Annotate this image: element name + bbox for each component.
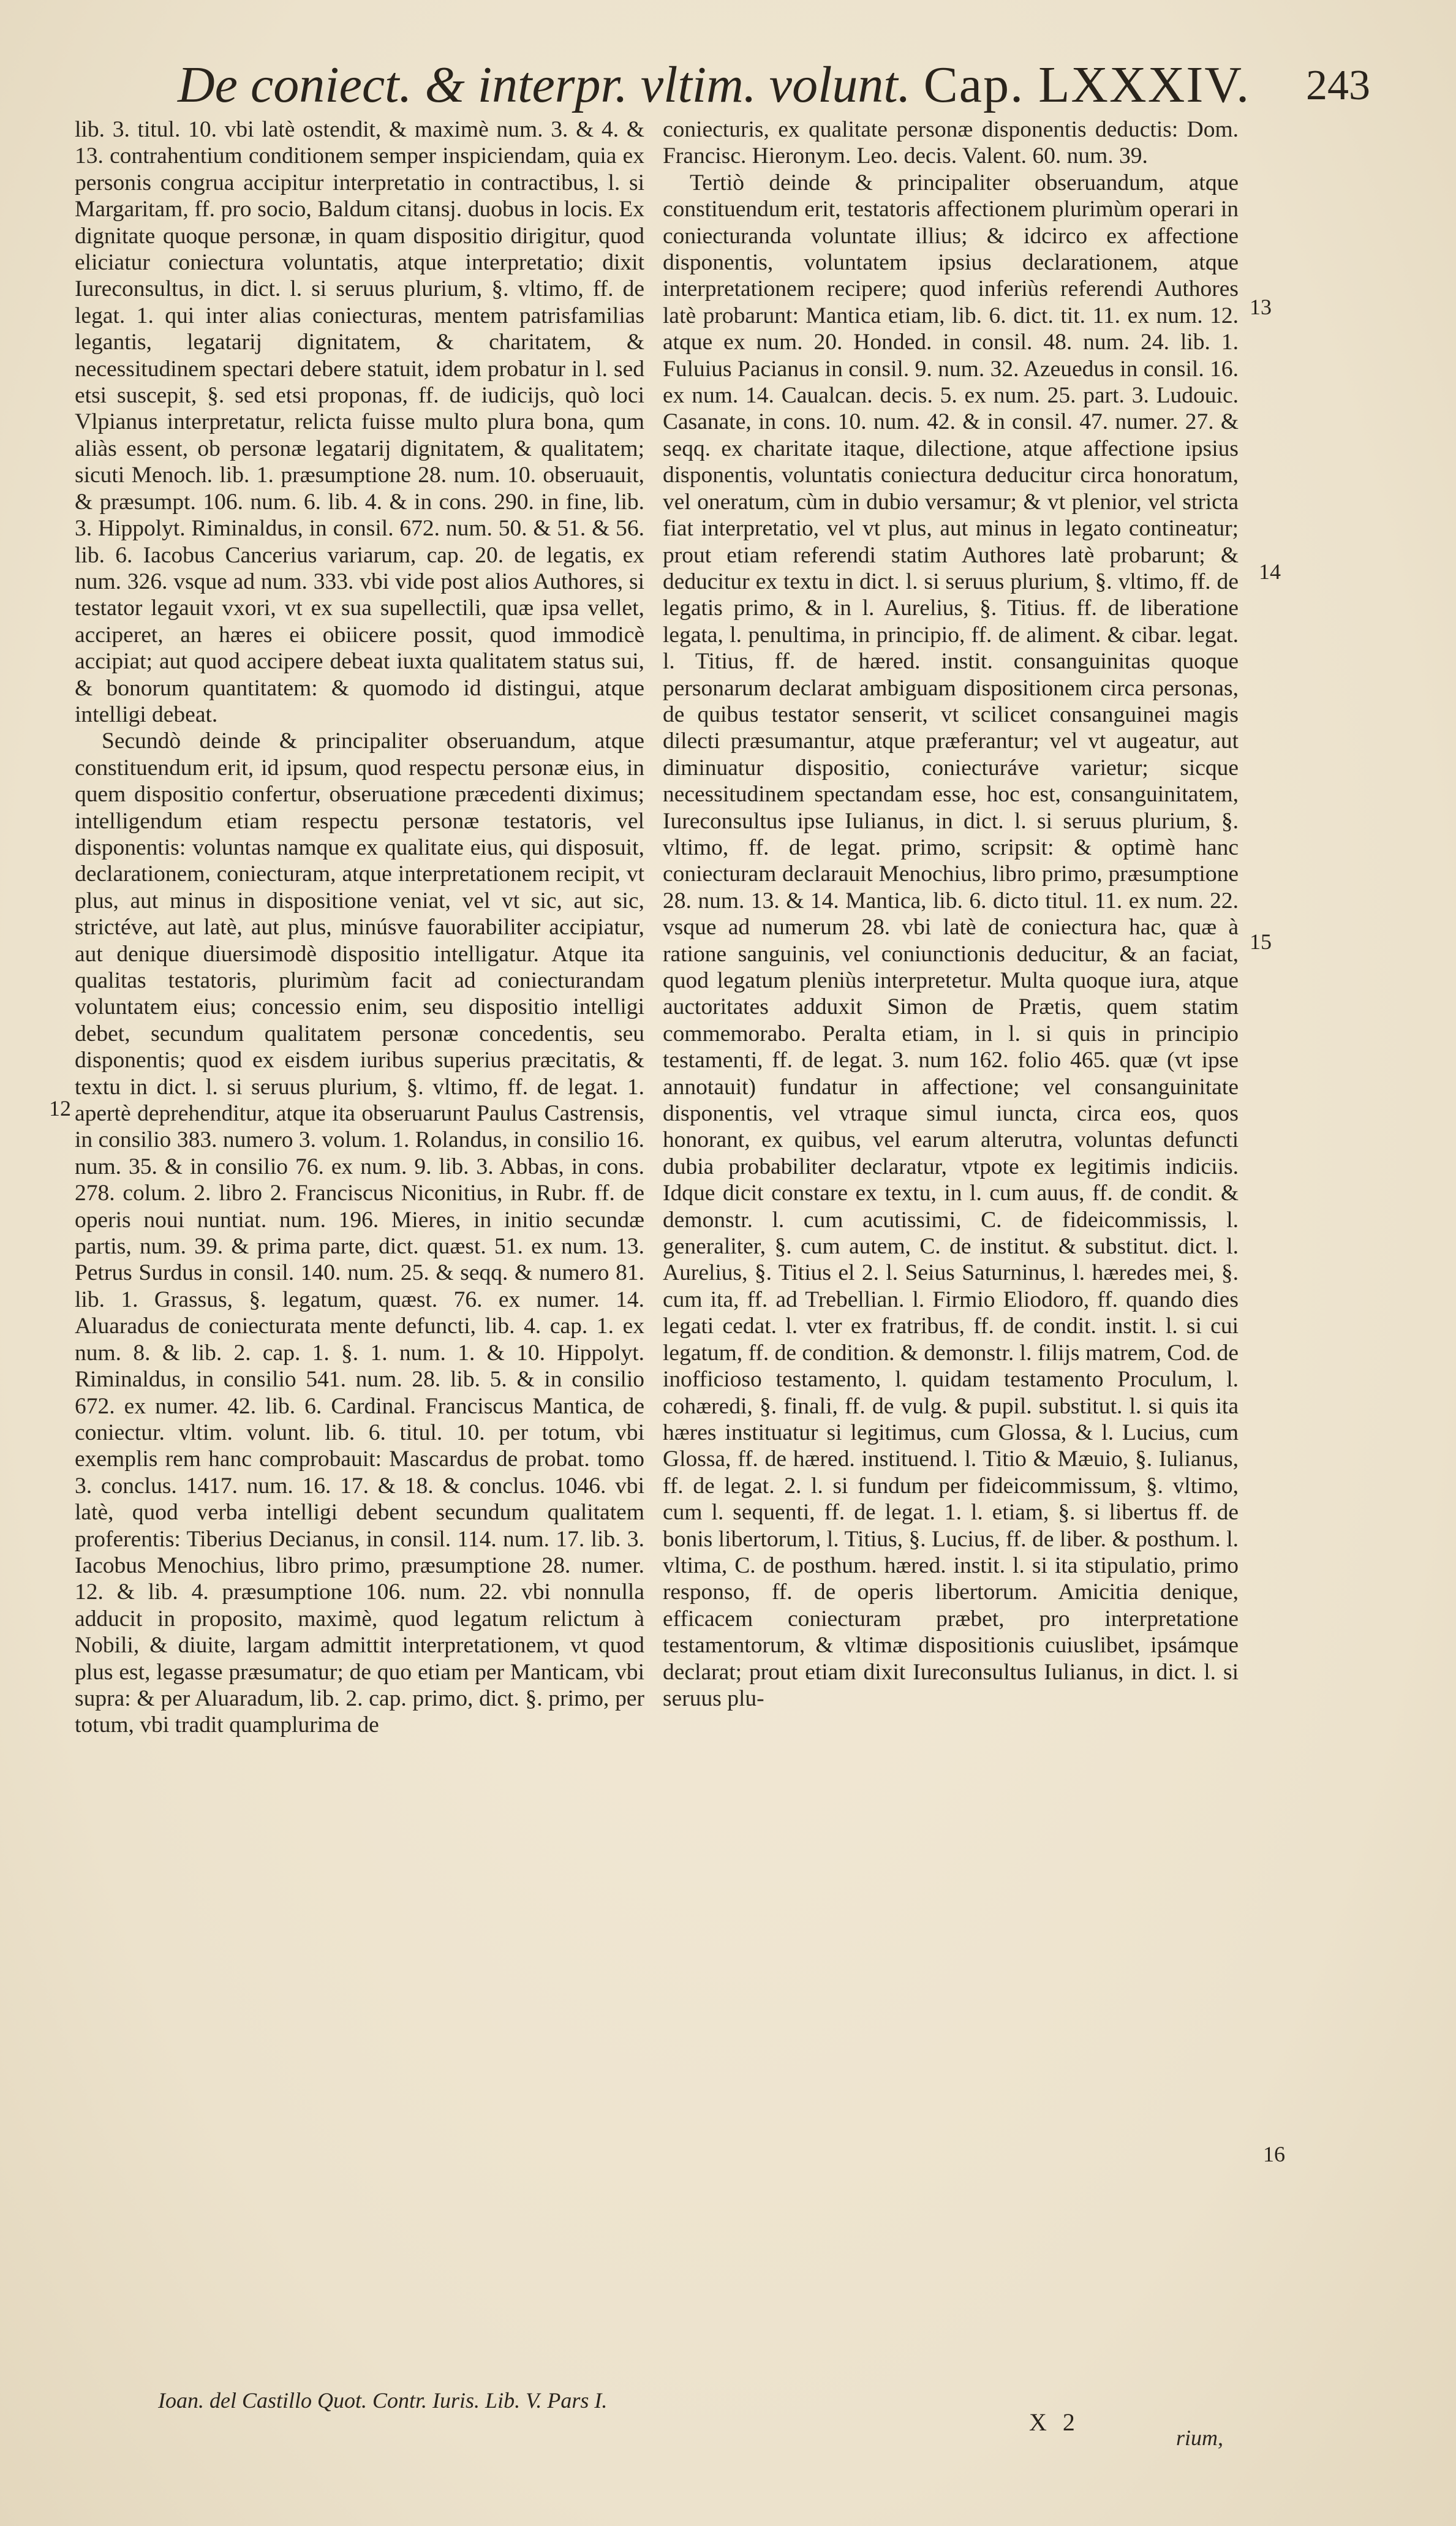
right-paragraph: coniecturis, ex qualitate personæ disponentis deductis: Dom. Francisc. Hieronym. Leo. decis. Valent. 60. num. 39.	[663, 117, 1239, 169]
signature-mark: X 2	[1029, 2408, 1080, 2436]
right-paragraph: Tertiò deinde & principaliter obseruandum, atque constituendum erit, testatoris affectionem plurimùm operari in coniecturanda voluntate illius; & idcirco ex affectione disponentis, voluntatem ipsius declarationem, atque interpretationem recipere; quod inferiùs referendi Authores latè probarunt: Mantica etiam, lib. 6. dict. tit. 11. ex num. 12. atque ex num. 20. Honded. in consil. 48. num. 24. lib. 1. Fuluius Pacianus in consil. 9. num. 32. Azeuedus in consil. 16. ex num. 14. Caualcan. decis. 5. ex num. 25. part. 3. Ludouic. Casanate, in cons. 10. num. 42. & in consil. 47. numer. 27. & seqq. ex charitate itaque, dilectione, atque affectione ipsius disponentis, voluntatis coniectura deducitur circa honoratum, vel oneratum, cùm in dubio versamur; & vt plenior, vel stricta fiat interpretatio, vel vt plus, aut minus in legato contineatur; prout etiam referendi statim Authores latè probarunt; & deducitur ex textu in dict. l. si seruus plurium, §. vltimo, ff. de legatis primo, & in l. Aurelius, §. Titius. ff. de liberatione legata, l. penultima, in principio, ff. de aliment. & cibar. legat. l. Titius, ff. de hæred. instit. consanguinitas quoque personarum declarat ambiguam dispositionem circa personas, de quibus testator senserit, vt scilicet consanguinei magis dilecti præsumantur, atque præferantur; vel vt augeatur, aut diminuatur dispositio, coniecturáve varietur; sicque necessitudinem spectandam esse, hoc est, consanguinitatem, Iureconsultus ipse Iulianus, in dict. l. si seruus plurium, §. vltimo, ff. de legat. primo, scripsit: & optimè hanc coniecturam declarauit Menochius, libro primo, præsumptione 28. num. 13. & 14. Mantica, lib. 6. dicto titul. 11. ex num. 22. vsque ad numerum 28. vbi latè de coniectura hac, quæ à ratione sanguinis, vel coniunctionis deducitur, & an faciat, quod legatum pleniùs interpretetur. Multa quoque iura, atque auctoritates adduxit Simon de Prætis, quem statim commemorabo. Peralta etiam, in l. si quis in principio testamenti, ff. de legat. 3. num 162. folio 465. quæ (vt ipse annotauit) fundatur in affectione; vel consanguinitate disponentis, vel vtraque simul iuncta, circa eos, quos honorant, ex quibus, vel earum alterutra, voluntas defuncti dubia probabiliter declaratur, vtpote ex legitimis indiciis. Idque dicit constare ex textu, in l. cum auus, ff. de condit. & demonstr. l. cum acutissimi, C. de fideicommissis, l. generaliter, §. cum autem, C. de institut. & substitut. dict. l. Aurelius, §. Titius el 2. l. Seius Saturninus, l. hæredes mei, §. cum ita, ff. ad Trebellian. l. Firmio Eliodoro, ff. quando dies legati cedat. l. vter ex fratribus, ff. de condit. instit. l. si cui legatum, ff. de condition. & demonstr. l. filijs matrem, Cod. de inofficioso testamento, l. quidam testamento Proculum, l. cohæredi, §. finali, ff. de vulg. & pupil. substitut. l. si quis ita hæres instituatur si legitimus, cum Glossa, & l. Lucius, cum Glossa, ff. de hæred. instituend. l. Titio & Mæuio, §. Iulianus, ff. de legat. 2. l. si fundum per fideicommissum, §. vltimo, cum l. sequenti, ff. de legat. 1. l. etiam, §. si libertus ff. de bonis libertorum, l. Titius, §. Lucius, ff. de liber. & posthum. l. vltima, C. de posthum. hæred. instit. l. si ita stipulatio, primo responso, ff. de operis libertorum. Amicitia denique, efficacem coniecturam præbet, pro interpretatione testamentorum, & vltimæ dispositionis cuiuslibet, ipsámque declarat; prout etiam dixit Iureconsultus Iulianus, in dict. l. si seruus plu-	[663, 170, 1239, 1711]
margin-number: 13	[1250, 295, 1272, 319]
left-column	[75, 116, 644, 1739]
footer-author-line: Ioan. del Castillo Quot. Contr. Iuris. Lib. V. Pars I.	[158, 2388, 608, 2413]
margin-number: 15	[1250, 929, 1272, 954]
catchword: rium,	[1176, 2426, 1224, 2450]
margin-number: 12	[49, 1096, 71, 1121]
running-head-chapter: Cap. LXXXIV.	[923, 56, 1251, 113]
page-number: 243	[1306, 62, 1370, 109]
margin-number: 16	[1263, 2142, 1285, 2166]
running-head	[178, 55, 1354, 116]
running-head-title: De coniect. & interpr. vltim. volunt.	[178, 56, 911, 113]
right-column	[663, 116, 1239, 1712]
margin-number: 14	[1259, 559, 1281, 584]
left-paragraph: Secundò deinde & principaliter obseruandum, atque constituendum erit, id ipsum, quod respectu personæ eius, in quem dispositio confertur, obseruatione præcedenti diximus; intelligendum etiam respectu personæ testatoris, vel disponentis: voluntas namque ex qualitate eius, qui disposuit, declarationem, coniecturam, atque interpretationem recipit, vt plus, aut minus in dispositione veniat, vel vt sic, aut sic, strictéve, aut latè, aut plus, minúsve fauorabiliter accipiatur, aut denique diuersimodè dispositio intelligatur. Atque ita qualitas testatoris, plurimùm facit ad coniecturandam voluntatem eius; concessio enim, seu dispositio intelligi debet, secundum qualitatem personæ concedentis, seu disponentis; quod ex eisdem iuribus superius præcitatis, & textu in dict. l. si seruus plurium, §. vltimo, ff. de legat. 1. apertè deprehenditur, atque ita obseruarunt Paulus Castrensis, in consilio 383. numero 3. volum. 1. Rolandus, in consilio 16. num. 35. & in consilio 76. ex num. 9. lib. 3. Abbas, in cons. 278. colum. 2. libro 2. Franciscus Niconitius, in Rubr. ff. de operis noui nuntiat. num. 196. Mieres, in initio secundæ partis, num. 39. & prima parte, dict. quæst. 51. ex num. 13. Petrus Surdus in consil. 140. num. 25. & seqq. & numero 81. lib. 1. Grassus, §. legatum, quæst. 76. ex numer. 14. Aluaradus de coniecturata mente defuncti, lib. 4. cap. 1. ex num. 8. & lib. 2. cap. 1. §. 1. num. 1. & 10. Hippolyt. Riminaldus, in consilio 541. num. 28. lib. 5. & in consilio 672. ex numer. 42. lib. 6. Cardinal. Franciscus Mantica, de coniectur. vltim. volunt. lib. 6. titul. 10. per totum, vbi exemplis rem hanc comprobauit: Mascardus de probat. tomo 3. conclus. 1417. num. 16. 17. & 18. & conclus. 1046. vbi latè, quod verba intelligi debent secundum qualitatem proferentis: Tiberius Decianus, in consil. 114. num. 17. lib. 3. Iacobus Menochius, libro primo, præsumptione 28. numer. 12. & lib. 4. præsumptione 106. num. 22. vbi nonnulla adducit in proposito, maximè, quod legatum relictum à Nobili, & diuite, largam admittit interpretationem, vt quod plus est, legasse præsumatur; de quo etiam per Manticam, vbi supra: & per Aluaradum, lib. 2. cap. primo, dict. §. primo, per totum, vbi tradit quamplurima de	[75, 728, 644, 1738]
left-paragraph: lib. 3. titul. 10. vbi latè ostendit, & maximè num. 3. & 4. & 13. contrahentium conditionem semper inspiciendam, quia ex personis congrua accipitur interpretatio in contractibus, l. si Margaritam, ff. pro socio, Baldum citansj. duobus in locis. Ex dignitate quoque personæ, in quam dispositio dirigitur, quod eliciatur coniectura voluntatis, atque interpretatio; dixit Iureconsultus, in dict. l. si seruus plurium, §. vltimo, ff. de legat. 1. qui inter alias coniecturas, mentem patrisfamilias legantis, legatarij dignitatem, & charitatem, & necessitudinem spectari debere statuit, idem probatur in l. sed etsi suscepit, §. sed etsi proponas, ff. de iudicijs, quò loci Vlpianus interpretatur, relicta fuisse multo plura bona, qum aliàs essent, ob personæ legatarij dignitatem, & qualitatem; sicuti Menoch. lib. 1. præsumptione 28. num. 10. obseruauit, & præsumpt. 106. num. 6. lib. 4. & in cons. 290. in fine, lib. 3. Hippolyt. Riminaldus, in consil. 672. num. 50. & 51. & 56. lib. 6. Iacobus Cancerius variarum, cap. 20. de legatis, ex num. 326. vsque ad num. 333. vbi vide post alios Authores, si testator legauit vxori, vt ex sua supellectili, quæ ipsa vellet, acciperet, an hæres ei obiicere possit, quod immodicè accipiat; aut quod accipere debeat iuxta qualitatem status sui, & bonorum quantitatem: & quomodo id distingui, atque intelligi debeat.	[75, 117, 644, 727]
